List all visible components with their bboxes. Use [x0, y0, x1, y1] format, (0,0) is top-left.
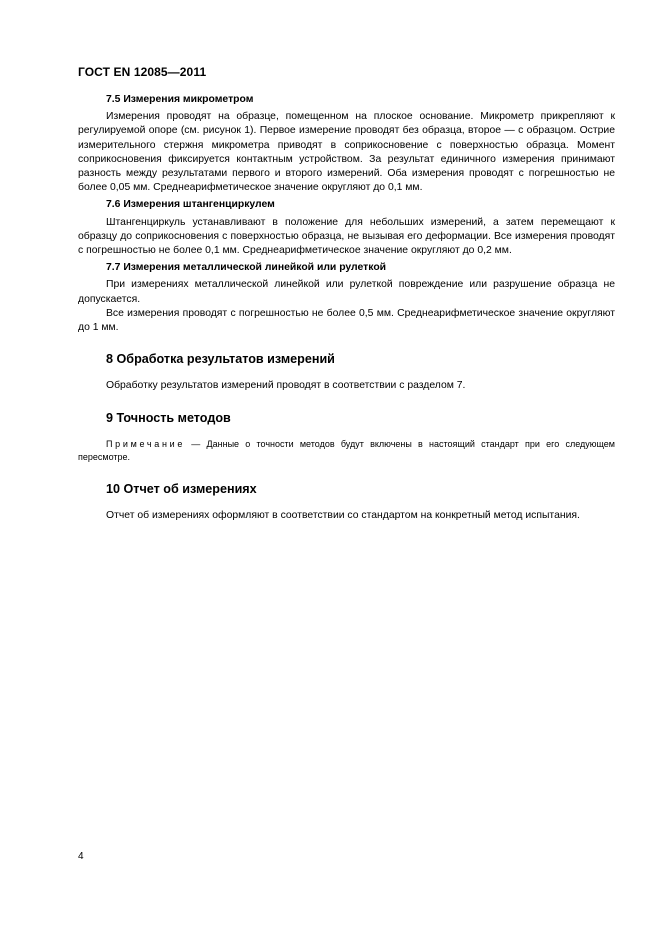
- paragraph-7-6: Штангенциркуль устанавливают в положение для небольших измерений, а затем перемещают к образцу до соприкосновения с поверхностью образца, не вызывая его деформации. Все измерения проводят с погрешностью не более 0,1 мм. Среднеарифметическое значение округляют до 0,2 мм.: [78, 216, 615, 257]
- subsection-heading-7-5: 7.5 Измерения микрометром: [106, 94, 254, 105]
- note-text: — Данные о точности методов будут включены в настоящий стандарт при его следующем пересмотре.: [78, 438, 615, 463]
- section-heading-8: 8 Обработка результатов измерений: [106, 352, 335, 367]
- subsection-heading-7-6: 7.6 Измерения штангенциркулем: [106, 199, 275, 211]
- section-heading-9: 9 Точность методов: [106, 410, 231, 425]
- note-label: Примечание: [106, 438, 186, 449]
- paragraph-10: Отчет об измерениях оформляют в соответствии со стандартом на конкретный метод испытания.: [106, 510, 580, 522]
- paragraph-7-7-a: При измерениях металлической линейкой или рулеткой повреждение или разрушение образца не допускается.: [78, 279, 615, 305]
- document-header: ГОСТ EN 12085—2011: [78, 65, 207, 79]
- paragraph-7-7-b: Все измерения проводят с погрешностью не более 0,5 мм. Среднеарифметическое значение округляют до 1 мм.: [78, 307, 615, 334]
- paragraph-8: Обработку результатов измерений проводят в соответствии с разделом 7.: [106, 380, 466, 392]
- note-9: [78, 438, 615, 465]
- document-body: [78, 93, 615, 523]
- page-number: 4: [78, 851, 84, 862]
- section-heading-10: 10 Отчет об измерениях: [106, 481, 257, 496]
- subsection-heading-7-7: 7.7 Измерения металлической линейкой или рулеткой: [106, 262, 387, 274]
- paragraph-7-5: Измерения проводят на образце, помещенном на плоское основание. Микрометр прикрепляют к регулируемой опоре (см. рисунок 1). Первое измерение проводят без образца, второе — с образцом. Острие измерительного стержня микрометра приводят в соприкосновение с поверхностью образца. Момент соприкосновения фиксируется контактным устройством. За результат единичного измерения принимают разность между результатами первого и второго измерений. Оба измерения проводят с погрешностью не более 0,05 мм. Среднеарифметическое значение округляют до 0,1 мм.: [78, 111, 615, 194]
